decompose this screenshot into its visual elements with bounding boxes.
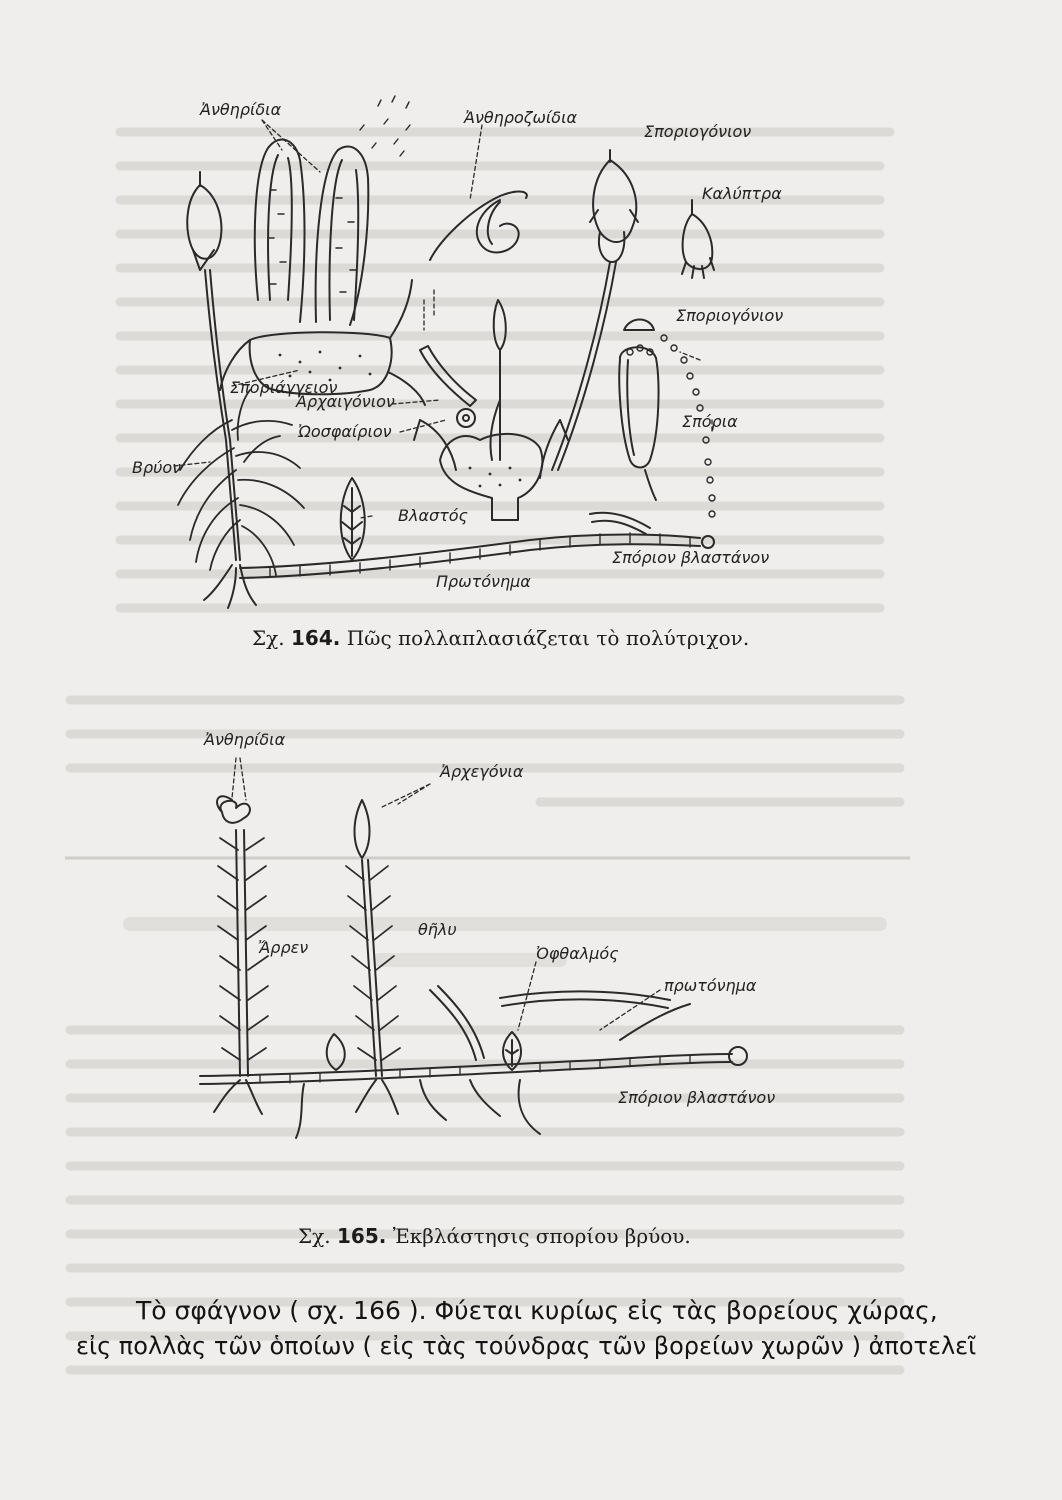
label-bud: Βλαστός [398, 506, 468, 525]
label-archegonia: Ἀρχεγόνια [440, 762, 524, 781]
label-calyptra: Καλύπτρα [702, 184, 782, 203]
label-eye: Ὀφθαλμός [536, 944, 619, 963]
label-antheridia-165: Ἀνθηρίδια [204, 730, 286, 749]
label-moss: Βρύον [132, 458, 182, 477]
body-text-line-2: εἰς πολλὰς τῶν ὁποίων ( εἰς τὰς τούνδρας τῶν βορείων χωρῶν ) ἀποτελεῖ [76, 1332, 977, 1360]
label-protonema-165: πρωτόνημα [664, 976, 757, 995]
label-archegonium: Ἀρχαιγόνιον [296, 392, 395, 411]
caption-number: 164. [290, 626, 341, 650]
label-male: Ἄρρεν [258, 938, 309, 957]
label-protonema-164: Πρωτόνημα [436, 572, 531, 591]
label-female: θῆλυ [418, 920, 457, 939]
caption-prefix: Σχ. [252, 626, 285, 650]
label-sporogonium-top: Σποριογόνιον [644, 122, 752, 141]
label-ovum: Ὠοσφαίριον [298, 422, 392, 441]
label-antherozoids: Ἀνθηροζωίδια [464, 108, 578, 127]
body-text-line-1: Τὸ σφάγνον ( σχ. 166 ). Φύεται κυρίως εἰς τὰς βορείους χώρας, [136, 1296, 938, 1325]
caption-text: Πῶς πολλαπλασιάζεται τὸ πολύτριχον. [346, 626, 750, 650]
caption-number: 165. [336, 1224, 387, 1248]
protonema-165-illustration [200, 986, 747, 1138]
label-sporogonium-mid: Σποριογόνιον [676, 306, 784, 325]
caption-text: Ἐκβλάστησις σπορίου βρύου. [392, 1224, 691, 1248]
label-sporangium: Σποριάγγειον [230, 378, 338, 397]
label-spore-germinating-165: Σπόριον βλαστάνον [618, 1088, 776, 1107]
label-spore-germinating-164: Σπόριον βλαστάνον [612, 548, 770, 567]
caption-prefix: Σχ. [298, 1224, 331, 1248]
caption-figure-165 [298, 1224, 691, 1248]
label-spores: Σπόρια [682, 412, 738, 431]
female-plant-illustration [346, 800, 400, 1114]
label-antheridia-164: Ἀνθηρίδια [200, 100, 282, 119]
